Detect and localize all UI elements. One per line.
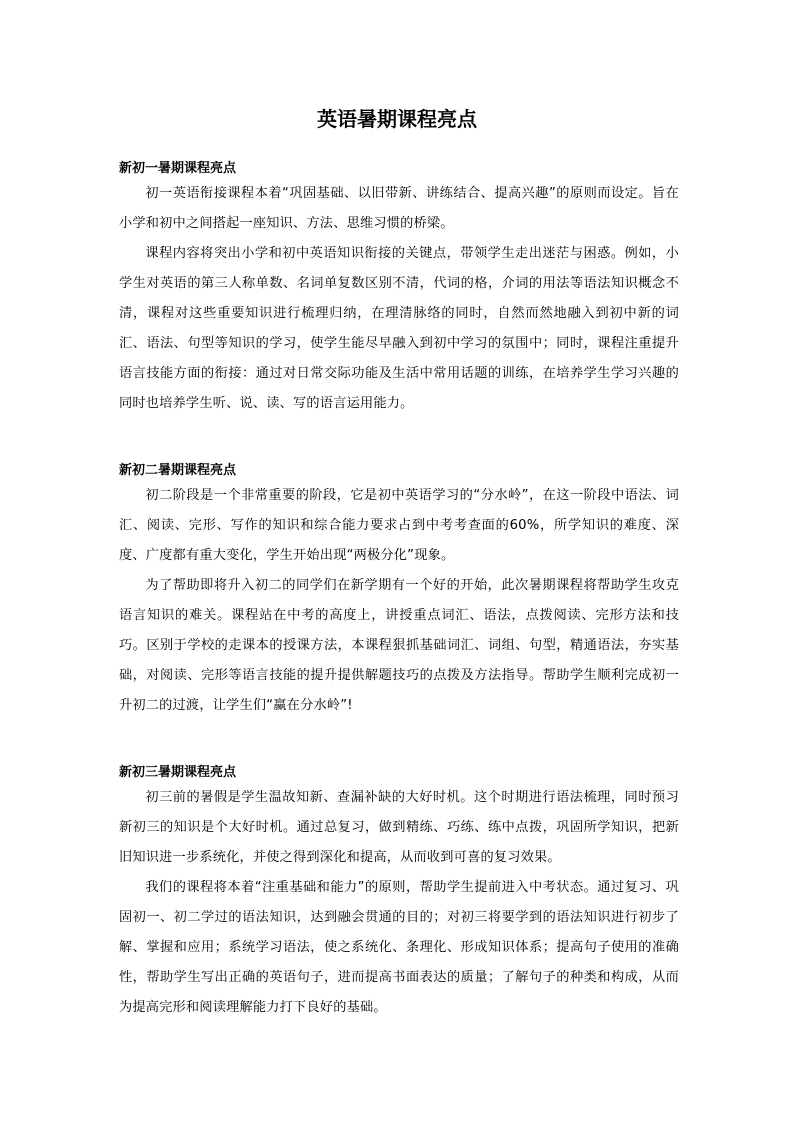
section-paragraph: 我们的课程将本着“注重基础和能力”的原则，帮助学生提前进入中考状态。通过复习、巩固初一、初二学过的语法知识，达到融会贯通的目的；对初三将要学到的语法知识进行初步了解、掌握和应用；系统学习语法，使之系统化、条理化、形成知识体系；提高句子使用的准确性，帮助学生写出正确的英语句子，进而提高书面表达的质量；了解句子的种类和构成，从而为提高完形和阅读理解能力打下良好的基础。 xyxy=(119,880,679,1015)
section-paragraph: 初二阶段是一个非常重要的阶段，它是初中英语学习的“分水岭”，在这一阶段中语法、词汇、阅读、完形、写作的知识和综合能力要求占到中考考查面的60%，所学知识的难度、深度、广度都有重大变化，学生开始出现“两极分化”现象。 xyxy=(119,488,679,563)
section-grade-8 xyxy=(119,461,679,721)
section-paragraph: 初一英语衔接课程本着“巩固基础、以旧带新、讲练结合、提高兴趣”的原则而设定。旨在小学和初中之间搭起一座知识、方法、思维习惯的桥梁。 xyxy=(119,186,679,231)
section-paragraph: 课程内容将突出小学和初中英语知识衔接的关键点，带领学生走出迷茫与困惑。例如，小学生对英语的第三人称单数、名词单复数区别不清，代词的格，介词的用法等语法知识概念不清，课程对这些重要知识进行梳理归纳，在理清脉络的同时，自然而然地融入到初中新的词汇、语法、句型等知识的学习，使学生能尽早融入到初中学习的氛围中；同时，课程注重提升语言技能方面的衔接：通过对日常交际功能及生活中常用话题的训练，在培养学生学习兴趣的同时也培养学生听、说、读、写的语言运用能力。 xyxy=(119,246,679,411)
section-paragraph: 为了帮助即将升入初二的同学们在新学期有一个好的开始，此次暑期课程将帮助学生攻克语言知识的难关。课程站在中考的高度上，讲授重点词汇、语法，点拨阅读、完形方法和技巧。区别于学校的走课本的授课方法，本课程狠抓基础词汇、词组、句型，精通语法，夯实基础，对阅读、完形等语言技能的提升提供解题技巧的点拨及方法指导。帮助学生顺利完成初一升初二的过渡，让学生们“赢在分水岭”! xyxy=(119,578,679,713)
section-heading: 新初一暑期课程亮点 xyxy=(119,161,237,176)
section-grade-9 xyxy=(119,763,679,1023)
document-title: 英语暑期课程亮点 xyxy=(317,107,477,131)
section-heading: 新初三暑期课程亮点 xyxy=(119,765,237,780)
section-heading: 新初二暑期课程亮点 xyxy=(119,463,237,478)
section-grade-7 xyxy=(119,159,679,419)
section-paragraph: 初三前的暑假是学生温故知新、查漏补缺的大好时机。这个时期进行语法梳理，同时预习新初三的知识是个大好时机。通过总复习，做到精练、巧练、练中点拨，巩固所学知识，把新旧知识进一步系统化，并使之得到深化和提高，从而收到可喜的复习效果。 xyxy=(119,790,679,865)
